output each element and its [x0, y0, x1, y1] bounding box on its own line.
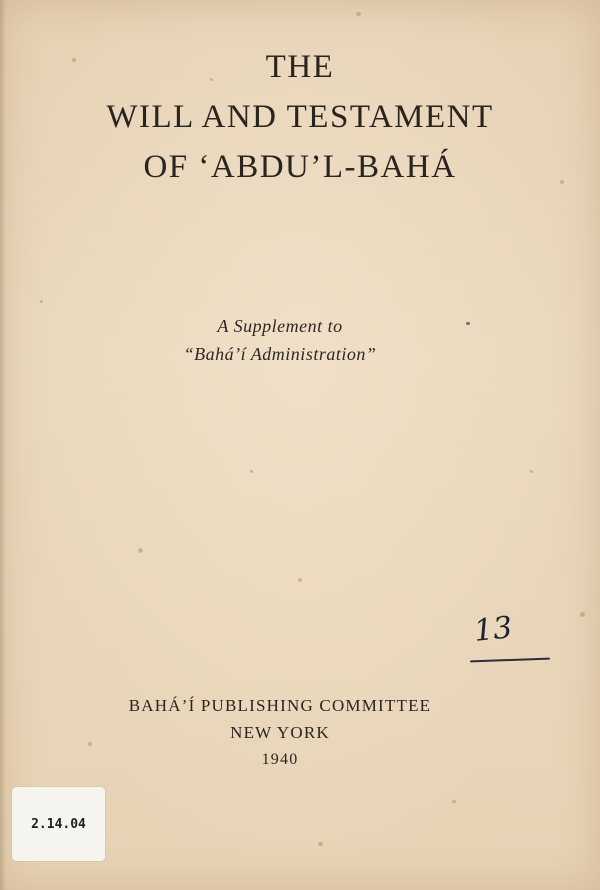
title-line-the: THE	[265, 49, 335, 85]
foxing-speck	[560, 180, 564, 184]
library-label	[12, 787, 105, 861]
foxing-speck	[138, 548, 143, 553]
library-label-text: 2.14.04	[31, 816, 86, 832]
foxing-speck	[580, 612, 585, 617]
subtitle-line-administration: “Bahá’í Administration”	[183, 344, 377, 364]
publisher-city: NEW YORK	[230, 723, 330, 742]
foxing-speck	[250, 470, 253, 473]
handwritten-underline	[470, 658, 550, 663]
handwritten-number: 13	[472, 610, 514, 649]
subtitle-block	[0, 312, 560, 368]
foxing-speck	[452, 800, 456, 803]
foxing-speck	[210, 78, 213, 81]
foxing-speck	[88, 742, 92, 746]
publisher-name: BAHÁ’Í PUBLISHING COMMITTEE	[128, 696, 432, 715]
title-line-will-and-testament: WILL AND TESTAMENT	[106, 99, 494, 135]
foxing-speck	[40, 300, 43, 303]
subtitle-line-supplement: A Supplement to	[217, 316, 343, 336]
publisher-block	[0, 692, 560, 773]
publication-year: 1940	[261, 751, 299, 768]
foxing-speck	[466, 322, 470, 325]
foxing-speck	[356, 12, 361, 16]
foxing-speck	[298, 578, 302, 582]
title-line-author: OF ‘ABDU’L-BAHÁ	[143, 149, 457, 185]
foxing-speck	[530, 470, 533, 473]
foxing-speck	[72, 58, 76, 62]
title-block	[0, 42, 600, 192]
foxing-speck	[318, 842, 323, 846]
